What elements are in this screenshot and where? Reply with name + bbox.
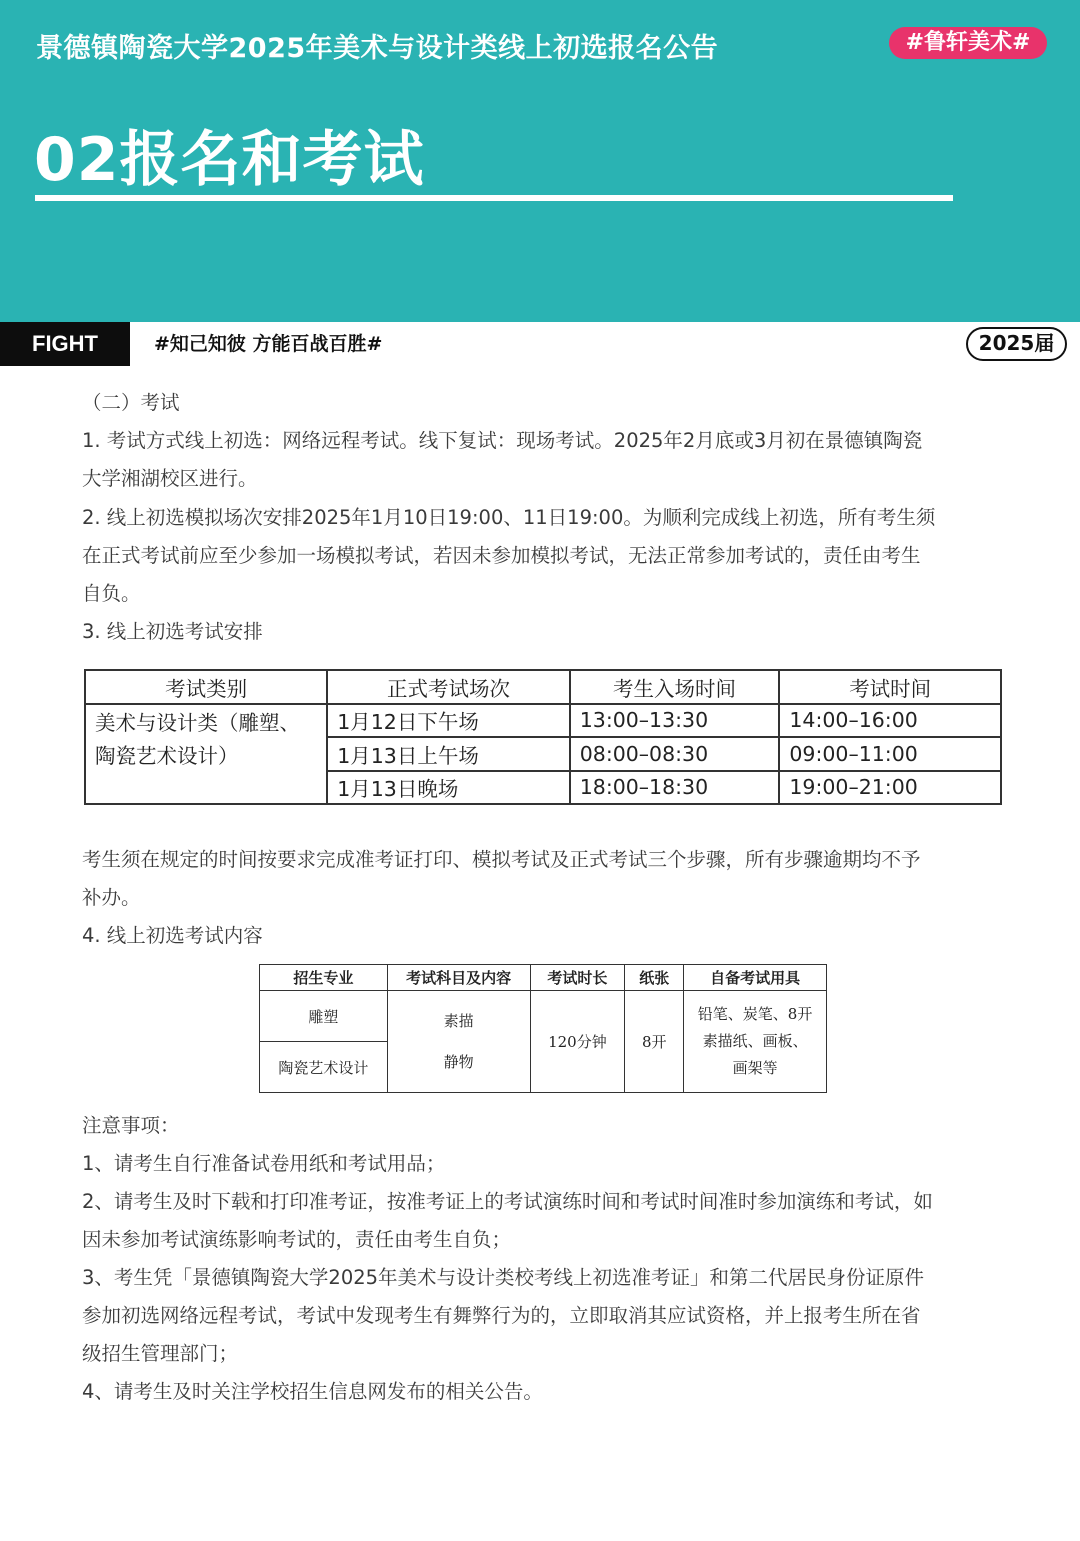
title-underline [35, 195, 953, 201]
subject-cell [387, 991, 530, 1093]
tools-line: 素描纸、画板、 [702, 1032, 808, 1050]
table-header: 考试类别 [85, 670, 327, 704]
table-header: 考试时间 [779, 670, 1001, 704]
motto-bar [0, 322, 1080, 366]
table-cell: 19:00–21:00 [779, 771, 1001, 805]
table-cell: 1月12日下午场 [327, 704, 570, 738]
table-header: 考生入场时间 [570, 670, 780, 704]
subject-item: 素描 [443, 1011, 474, 1030]
major-cell: 陶瓷艺术设计 [260, 1042, 388, 1093]
subject-item: 静物 [443, 1052, 474, 1071]
motto-text: #知己知彼 方能百战百胜# [154, 333, 383, 355]
table-row [85, 704, 1001, 738]
exam-content-table [259, 964, 827, 1093]
deadline-note-line-1: 考生须在规定的时间按要求完成准考证打印、模拟考试及正式考试三个步骤，所有步骤逾期均不予 [82, 848, 921, 871]
table-row [260, 991, 827, 1042]
fight-label: FIGHT [0, 322, 130, 366]
note-2-line-2: 因未参加考试演练影响考试的，责任由考生自负； [82, 1228, 512, 1251]
note-4: 4、请考生及时关注学校招生信息网发布的相关公告。 [82, 1380, 543, 1403]
note-2-line-1: 2、请考生及时下载和打印准考证，按准考证上的考试演练时间和考试时间准时参加演练和考试，如 [82, 1190, 933, 1213]
table-cell: 08:00–08:30 [570, 737, 780, 771]
note-1: 1、请考生自行准备试卷用纸和考试用品； [82, 1152, 446, 1175]
table-header: 考试时长 [530, 965, 625, 991]
paragraph-2-line-1: 2. 线上初选模拟场次安排2025年1月10日19:00、11日19:00。为顺利完成线上初选，所有考生须 [82, 506, 936, 529]
subheading-exam: （二）考试 [82, 391, 180, 414]
table-header: 自备考试用具 [684, 965, 827, 991]
schedule-table [84, 669, 1002, 805]
header-banner [0, 0, 1080, 322]
paragraph-3: 3. 线上初选考试安排 [82, 620, 263, 643]
paragraph-1-line-1: 1. 考试方式线上初选：网络远程考试。线下复试：现场考试。2025年2月底或3月初在景德镇陶瓷 [82, 429, 923, 452]
paragraph-4: 4. 线上初选考试内容 [82, 924, 263, 947]
exam-category-cell: 美术与设计类（雕塑、陶瓷艺术设计） [85, 704, 327, 805]
note-3-line-2: 参加初选网络远程考试，考试中发现考生有舞弊行为的，立即取消其应试资格，并上报考生所在省 [82, 1304, 921, 1327]
table-cell: 18:00–18:30 [570, 771, 780, 805]
section-title: 02报名和考试 [34, 125, 425, 195]
notes-title: 注意事项： [82, 1114, 180, 1137]
duration-cell: 120分钟 [530, 991, 625, 1093]
paragraph-2-line-2: 在正式考试前应至少参加一场模拟考试，若因未参加模拟考试，无法正常参加考试的，责任由考生 [82, 544, 921, 567]
year-badge: 2025届 [966, 327, 1067, 361]
deadline-note-line-2: 补办。 [82, 886, 141, 909]
table-cell: 1月13日上午场 [327, 737, 570, 771]
paper-cell: 8开 [625, 991, 684, 1093]
table-cell: 13:00–13:30 [570, 704, 780, 738]
table-header-row [260, 965, 827, 991]
tools-cell [684, 991, 827, 1093]
brand-tag: #鲁轩美术# [889, 27, 1047, 59]
table-cell: 09:00–11:00 [779, 737, 1001, 771]
tools-line: 画架等 [732, 1059, 778, 1077]
paragraph-1-line-2: 大学湘湖校区进行。 [82, 467, 258, 490]
note-3-line-3: 级招生管理部门； [82, 1342, 239, 1365]
table-header: 招生专业 [260, 965, 388, 991]
table-header-row [85, 670, 1001, 704]
major-cell: 雕塑 [260, 991, 388, 1042]
tools-line: 铅笔、炭笔、8开 [697, 1005, 813, 1023]
paragraph-2-line-3: 自负。 [82, 582, 141, 605]
note-3-line-1: 3、考生凭「景德镇陶瓷大学2025年美术与设计类校考线上初选准考证」和第二代居民身份证原件 [82, 1266, 925, 1289]
table-cell: 14:00–16:00 [779, 704, 1001, 738]
document-title: 景德镇陶瓷大学2025年美术与设计类线上初选报名公告 [36, 33, 719, 64]
table-header: 纸张 [625, 965, 684, 991]
table-header: 正式考试场次 [327, 670, 570, 704]
table-header: 考试科目及内容 [387, 965, 530, 991]
table-cell: 1月13日晚场 [327, 771, 570, 805]
